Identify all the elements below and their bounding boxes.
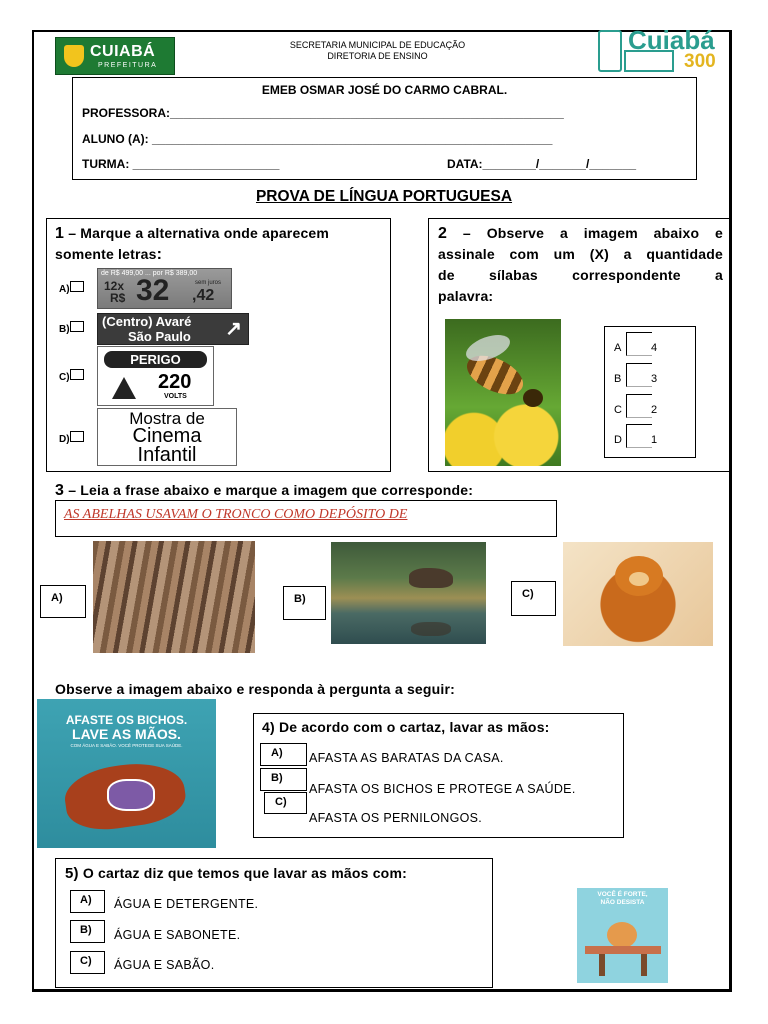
turma-line[interactable]: TURMA: ______________________ bbox=[82, 157, 280, 171]
q2-value-d: 1 bbox=[651, 434, 658, 446]
q3-phrase-box bbox=[55, 500, 557, 537]
header-diretoria: DIRETORIA DE ENSINO bbox=[327, 51, 428, 61]
motivational-sticker-image: VOCÊ É FORTE, NÃO DESISTA bbox=[577, 888, 668, 983]
q5-option-a[interactable]: A) bbox=[70, 890, 105, 913]
right-logo-text: Cuiabá bbox=[628, 25, 715, 55]
road-sign-image: (Centro) Avaré São Paulo ↗ bbox=[97, 313, 249, 345]
q1-checkbox-b[interactable] bbox=[70, 321, 84, 332]
header-secretaria: SECRETARIA MUNICIPAL DE EDUCAÇÃO bbox=[289, 40, 466, 50]
q2-checkbox-c[interactable] bbox=[626, 394, 652, 418]
q2-option-b[interactable]: B bbox=[614, 373, 622, 385]
q2-option-c[interactable]: C bbox=[614, 404, 622, 416]
cartoon-bear-image bbox=[563, 542, 713, 646]
q1-checkbox-a[interactable] bbox=[70, 281, 84, 292]
q5-option-b[interactable]: B) bbox=[70, 920, 105, 943]
bear-in-forest-image bbox=[331, 542, 486, 644]
cuiaba-prefeitura-logo bbox=[55, 37, 175, 75]
q3-phrase: AS ABELHAS USAVAM O TRONCO COMO DEPÓSITO DE bbox=[64, 507, 408, 522]
q5-answer-b: ÁGUA E SABONETE. bbox=[114, 928, 241, 942]
q3-option-a[interactable]: A) bbox=[40, 585, 86, 618]
q4-answer-c: AFASTA OS PERNILONGOS. bbox=[309, 811, 483, 825]
q5-answer-a: ÁGUA E DETERGENTE. bbox=[114, 897, 259, 911]
danger-sign-image: PERIGO 220 VOLTS bbox=[97, 346, 214, 406]
question-4-box bbox=[253, 713, 624, 838]
question-5-box bbox=[55, 858, 493, 988]
q2-checkbox-a[interactable] bbox=[626, 332, 652, 356]
left-logo-text: CUIABÁ bbox=[90, 43, 156, 60]
aluno-line[interactable]: ALUNO (A): ____________________________________________________________ bbox=[82, 132, 553, 146]
q4-answer-b: AFASTA OS BICHOS E PROTEGE A SAÚDE. bbox=[309, 782, 576, 796]
lightning-icon bbox=[112, 377, 136, 399]
syllable-options-box bbox=[604, 326, 696, 458]
q4-option-b[interactable]: B) bbox=[260, 768, 307, 791]
q5-answer-c: ÁGUA E SABÃO. bbox=[114, 958, 215, 972]
question-2-text: 2 – Observe a imagem abaixo e assinale com um (X) a quantidade de sílabas correspondente a palavra: bbox=[438, 225, 723, 304]
q1-option-b[interactable]: B) bbox=[59, 319, 84, 337]
tree-trunk-image bbox=[93, 541, 255, 653]
data-line[interactable]: DATA:________/_______/_______ bbox=[447, 157, 637, 171]
student-info-box bbox=[72, 77, 697, 180]
professora-line[interactable]: PROFESSORA:___________________________________________________________ bbox=[82, 106, 564, 120]
question-5-title: 5) O cartaz diz que temos que lavar as mãos com: bbox=[65, 865, 407, 882]
q2-checkbox-d[interactable] bbox=[626, 424, 652, 448]
q2-checkbox-b[interactable] bbox=[626, 363, 652, 387]
q2-value-a: 4 bbox=[651, 342, 658, 354]
page-title: PROVA DE LÍNGUA PORTUGUESA bbox=[255, 188, 513, 205]
question-1-box bbox=[46, 218, 391, 472]
cinema-sign-image: Mostra de Cinema Infantil bbox=[97, 408, 237, 466]
left-logo-subtext: PREFEITURA bbox=[98, 62, 158, 69]
observe-instruction: Observe a imagem abaixo e responda à pergunta a seguir: bbox=[55, 681, 456, 697]
cuiaba-300-logo bbox=[598, 25, 730, 74]
q5-option-c[interactable]: C) bbox=[70, 951, 105, 974]
q3-option-c[interactable]: C) bbox=[511, 581, 556, 616]
q2-option-a[interactable]: A bbox=[614, 342, 622, 354]
q1-checkbox-c[interactable] bbox=[70, 369, 84, 380]
q1-option-d[interactable]: D) bbox=[59, 429, 84, 447]
question-2-box bbox=[428, 218, 732, 472]
q4-option-c[interactable]: C) bbox=[264, 792, 307, 814]
question-4-title: 4) De acordo com o cartaz, lavar as mãos: bbox=[262, 719, 550, 735]
q2-option-d[interactable]: D bbox=[614, 434, 622, 446]
q1-option-c[interactable]: C) bbox=[59, 367, 84, 385]
crest-icon bbox=[64, 45, 84, 67]
arrow-up-right-icon: ↗ bbox=[225, 318, 242, 340]
price-sign-image: de R$ 499,00 ... por R$ 389,00 12x R$ 32 ,42 sem juros bbox=[97, 268, 232, 309]
q2-value-b: 3 bbox=[651, 373, 658, 385]
right-logo-number: 300 bbox=[684, 51, 716, 72]
question-3-text: 3 – Leia a frase abaixo e marque a imagem que corresponde: bbox=[55, 482, 474, 499]
school-name: EMEB OSMAR JOSÉ DO CARMO CABRAL. bbox=[261, 83, 508, 97]
q4-answer-a: AFASTA AS BARATAS DA CASA. bbox=[309, 751, 504, 765]
question-1-text: 1 – Marque a alternativa onde aparecem somente letras: bbox=[55, 225, 330, 263]
wash-hands-poster-image: AFASTE OS BICHOS. LAVE AS MÃOS. COM ÁGUA E SABÃO. VOCÊ PROTEGE SUA SAÚDE. bbox=[37, 699, 216, 848]
q4-option-a[interactable]: A) bbox=[260, 743, 307, 766]
q2-value-c: 2 bbox=[651, 404, 658, 416]
q1-option-a[interactable]: A) bbox=[59, 279, 84, 297]
city-buildings-icon bbox=[598, 30, 622, 72]
q3-option-b[interactable]: B) bbox=[283, 586, 326, 620]
bee-on-flower-image bbox=[445, 319, 561, 466]
q1-checkbox-d[interactable] bbox=[70, 431, 84, 442]
